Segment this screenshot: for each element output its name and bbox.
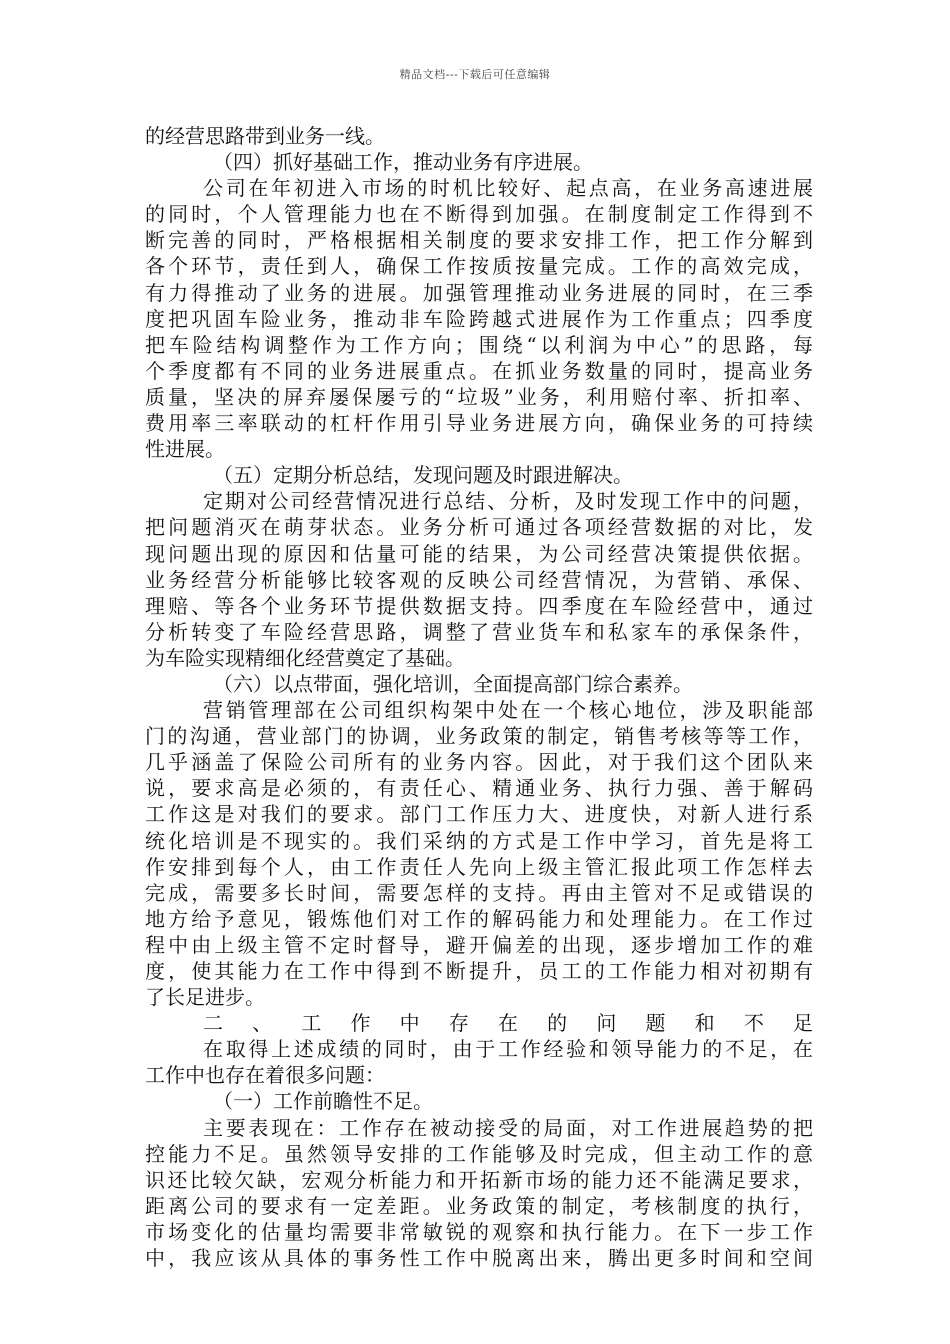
paragraph-line: 营销管理部在公司组织构架中处在一个核心地位，涉及职能部	[203, 698, 813, 723]
paragraph-line: 二、工作中存在的问题和不足	[203, 1011, 813, 1036]
document-body	[145, 123, 813, 1271]
section-heading: （一）工作前瞻性不足。	[213, 1089, 433, 1114]
paragraph-line: 度把巩固车险业务，推动非车险跨越式进展作为工作重点；四季度	[145, 306, 813, 331]
section-heading: （四）抓好基础工作，推动业务有序进展。	[213, 150, 593, 175]
paragraph-line: 把问题消灭在萌芽状态。业务分析可通过各项经营数据的对比，发	[145, 515, 813, 540]
paragraph-line: 中，我应该从具体的事务性工作中脱离出来，腾出更多时间和空间	[145, 1246, 813, 1271]
paragraph-line: 工作中也存在着很多问题：	[145, 1063, 385, 1088]
paragraph-line: 工作这是对我们的要求。部门工作压力大、进度快，对新人进行系	[145, 802, 813, 827]
paragraph-line: 现问题出现的原因和估量可能的结果，为公司经营决策提供依据。	[145, 541, 813, 566]
paragraph-line: 为车险实现精细化经营奠定了基础。	[145, 645, 465, 670]
paragraph-line: 地方给予意见，锻炼他们对工作的解码能力和处理能力。在工作过	[145, 906, 813, 931]
paragraph-line: 定期对公司经营情况进行总结、分析，及时发现工作中的问题，	[203, 489, 813, 514]
paragraph-line: 各个环节，责任到人，确保工作按质按量完成。工作的高效完成，	[145, 254, 813, 279]
paragraph-line: 了长足进步。	[145, 985, 265, 1010]
paragraph-line: 分析转变了车险经营思路，调整了营业货车和私家车的承保条件，	[145, 619, 813, 644]
paragraph-line: 业务经营分析能够比较客观的反映公司经营情况，为营销、承保、	[145, 567, 813, 592]
paragraph-line: 的经营思路带到业务一线。	[145, 124, 385, 148]
paragraph-line: 个季度都有不同的业务进展重点。在抓业务数量的同时，提高业务	[145, 358, 813, 383]
paragraph-line: 统化培训是不现实的。我们采纳的方式是工作中学习，首先是将工	[145, 828, 813, 853]
paragraph-line: 几乎涵盖了保险公司所有的业务内容。因此，对于我们这个团队来	[145, 750, 813, 775]
paragraph-line: 作安排到每个人，由工作责任人先向上级主管汇报此项工作怎样去	[145, 854, 813, 879]
paragraph-line: 市场变化的估量均需要非常敏锐的观察和执行能力。在下一步工作	[145, 1219, 813, 1244]
paragraph-line: 性进展。	[145, 437, 225, 462]
paragraph-line: 说，要求高是必须的，有责任心、精通业务、执行力强、善于解码	[145, 776, 813, 801]
paragraph-line: 质量，坚决的屏弃屡保屡亏的“垃圾”业务，利用赔付率、折扣率、	[145, 384, 813, 409]
paragraph-line: 距离公司的要求有一定差距。业务政策的制定，考核制度的执行，	[145, 1193, 813, 1218]
paragraph-line: 把车险结构调整作为工作方向；围绕“以利润为中心”的思路，每	[145, 332, 813, 357]
paragraph-line: 识还比较欠缺，宏观分析能力和开拓新市场的能力还不能满足要求，	[145, 1167, 813, 1192]
paragraph-line: 在取得上述成绩的同时，由于工作经验和领导能力的不足，在	[203, 1037, 813, 1062]
paragraph-line: 完成，需要多长时间，需要怎样的支持。再由主管对不足或错误的	[145, 880, 813, 905]
section-heading: （六）以点带面，强化培训，全面提高部门综合素养。	[213, 671, 693, 696]
paragraph-line: 的同时，个人管理能力也在不断得到加强。在制度制定工作得到不	[145, 202, 813, 227]
paragraph-line: 主要表现在：工作存在被动接受的局面，对工作进展趋势的把	[203, 1115, 813, 1140]
page-header: 精品文档---下载后可任意编辑	[399, 68, 551, 81]
paragraph-line: 有力得推动了业务的进展。加强管理推动业务进展的同时，在三季	[145, 280, 813, 305]
paragraph-line: 度，使其能力在工作中得到不断提升，员工的工作能力相对初期有	[145, 959, 813, 983]
section-heading: （五）定期分析总结，发现问题及时跟进解决。	[213, 463, 633, 488]
paragraph-line: 公司在年初进入市场的时机比较好、起点高，在业务高速进展	[203, 176, 813, 201]
paragraph-line: 程中由上级主管不定时督导，避开偏差的出现，逐步增加工作的难	[145, 932, 813, 957]
paragraph-line: 理赔、等各个业务环节提供数据支持。四季度在车险经营中，通过	[145, 593, 813, 618]
paragraph-line: 费用率三率联动的杠杆作用引导业务进展方向，确保业务的可持续	[145, 411, 813, 436]
paragraph-line: 门的沟通，营业部门的协调，业务政策的制定，销售考核等等工作，	[145, 724, 813, 749]
paragraph-line: 断完善的同时，严格根据相关制度的要求安排工作，把工作分解到	[145, 228, 813, 253]
paragraph-line: 控能力不足。虽然领导安排的工作能够及时完成，但主动工作的意	[145, 1141, 813, 1166]
